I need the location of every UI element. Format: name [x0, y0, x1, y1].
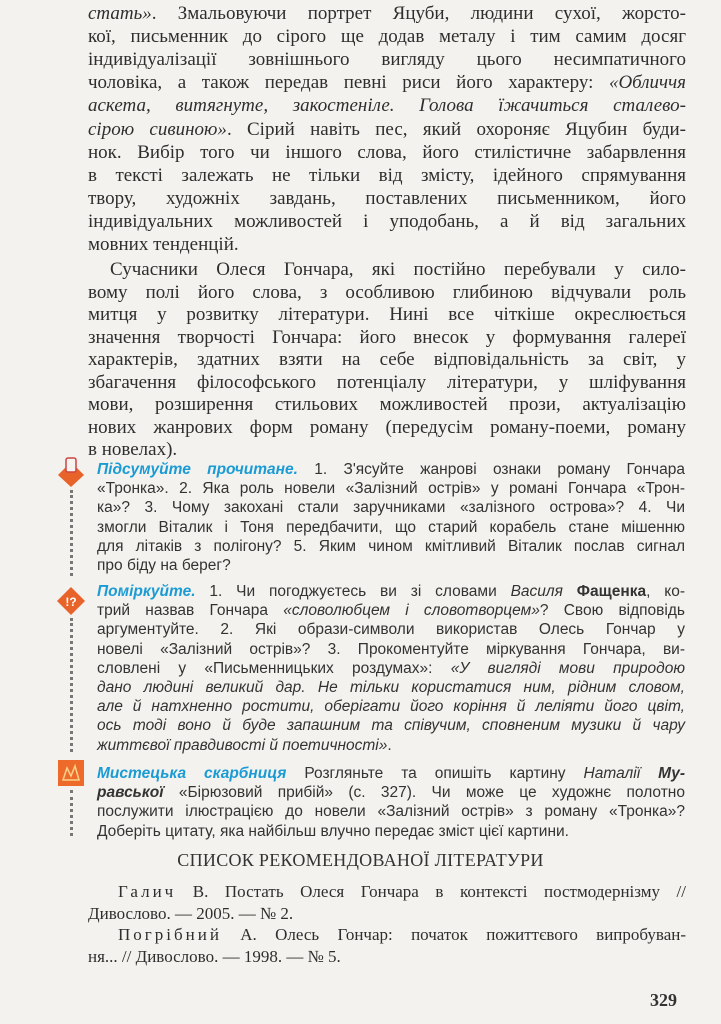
- text-line: [110, 258, 686, 282]
- text-line: [97, 734, 685, 758]
- text-segment: про біду на берег?: [97, 557, 231, 574]
- text-segment: кої, письменник до сірого ще додав металу і тим самим досяг: [88, 26, 686, 48]
- text-segment: Доберіть цитату, яка найбільш влучно передає зміст цієї картини.: [97, 822, 569, 840]
- text-segment: індивідуальних можливостей і уподобань, а й від загальних: [88, 210, 686, 232]
- text-segment: митця у розвитку літератури. Нині все чіткіше окреслюється: [88, 304, 686, 325]
- text-line: [88, 326, 686, 350]
- text-segment: Му-: [658, 765, 685, 782]
- text-segment: аскета, витягнуте, закостеніле. Голова їжачиться сталево-: [88, 95, 686, 117]
- text-line: [88, 187, 686, 211]
- question-exclamation-icon: [56, 586, 86, 616]
- text-segment: . Змальовуючи портрет Яцуби, людини сухої, жорсто-: [151, 3, 686, 24]
- text-segment: , ко-: [646, 583, 685, 600]
- text-segment: «Тронка». 2. Яка роль новели «Залізний острів» у романі Гончара «Трон-: [97, 480, 685, 498]
- text-segment: нок. Вибір того чи іншого слова, його стилістичне забарвлення: [88, 141, 686, 163]
- text-line: [88, 416, 686, 440]
- text-segment: для літаків з полігону? 5. Яким чином кмітливий Віталик послав сигнал: [97, 537, 685, 555]
- summary-diamond-icon: [56, 456, 86, 488]
- text-segment: життєвої правдивості й поетичності»: [97, 736, 388, 754]
- text-segment: послужити ілюстрацією до новели «Залізний острів» з роману «Тронка»?: [97, 803, 685, 821]
- text-segment: але й натхненно ростити, оберігати його коріння й леліяти його цвіт,: [97, 698, 685, 716]
- text-segment: «словолюбцем і словотворцем»: [283, 602, 540, 620]
- text-segment: «У вигляді мови природою: [450, 659, 685, 677]
- text-segment: В. Постать Олеся Гончара в контексті постмодернізму //: [176, 882, 686, 901]
- text-line: [88, 210, 686, 234]
- text-segment: новелі «Залізний острів»? 3. Прокоментуйте міркування Гончара, ви-: [97, 640, 685, 658]
- text-segment: в тексті залежать не тільки від змісту, ідейного спрямування: [88, 164, 686, 186]
- text-segment: характерів, здатних взяти на себе відповідальність за світ, у: [88, 349, 686, 370]
- text-segment: значення творчості Гончара: його внесок у формування галереї: [88, 326, 686, 348]
- text-segment: ня... // Дивослово. — 1998. — № 5.: [88, 946, 341, 966]
- text-segment: збагачення філософського потенціалу літератури, у шліфування: [88, 371, 686, 393]
- text-segment: Василя: [510, 583, 577, 600]
- text-segment: 1. Чи погоджуєтесь ви зі словами: [195, 583, 511, 600]
- text-line: [88, 164, 686, 188]
- text-line: [88, 2, 686, 26]
- text-line: [88, 118, 686, 142]
- text-segment: змогли Віталик і Тоня передбачити, що старий корабель стане мішенню: [97, 518, 685, 536]
- text-segment: стать»: [88, 3, 152, 24]
- text-line: [88, 233, 686, 257]
- text-segment: вому полі його слова, з особливою глибиною відчували роль: [88, 281, 686, 303]
- task2-dotted-rule: [70, 618, 73, 752]
- text-segment: ? Свою відповідь: [539, 602, 685, 620]
- text-segment: в новелах).: [88, 439, 178, 460]
- text-segment: «Бірюзовий прибій» (с. 327). Чи може це художнє полотно: [163, 784, 685, 802]
- text-segment: словлені у «Письменницьких роздумах»:: [97, 659, 451, 677]
- text-line: [97, 820, 685, 844]
- text-segment: ось тоді воно й буде запашним та співучим, сповненим музики й чару: [97, 717, 685, 735]
- bibliography-heading: СПИСОК РЕКОМЕНДОВАНОЇ ЛІТЕРАТУРИ: [177, 850, 544, 870]
- text-segment: А. Олесь Гончар: початок пожиттєвого випробуван-: [221, 925, 686, 944]
- art-treasury-icon: [58, 760, 84, 786]
- page-number: 329: [650, 990, 677, 1010]
- text-segment: Дивослово. — 2005. — № 2.: [88, 903, 294, 923]
- text-line: [88, 348, 686, 372]
- text-segment: Погрібний: [118, 925, 222, 944]
- text-segment: «Обличчя: [608, 72, 686, 94]
- text-segment: Галич: [118, 882, 177, 901]
- text-line: [88, 25, 686, 49]
- text-segment: трий назвав Гончара: [97, 602, 284, 620]
- text-segment: нових жанрових форм роману (передусім роману-поеми, роману: [88, 416, 686, 438]
- text-segment: Наталії: [583, 765, 659, 782]
- text-segment: мовних тенденцій.: [88, 234, 239, 255]
- task3-dotted-rule: [70, 790, 73, 836]
- text-line: [88, 48, 686, 72]
- text-segment: індивідуалізації зовнішнього вигляду цього несимпатичного: [88, 49, 686, 71]
- text-line: [88, 902, 686, 926]
- task1-dotted-rule: [70, 490, 73, 576]
- text-segment: Розгляньте та опишіть картину: [286, 765, 584, 782]
- text-segment: Сучасники Олеся Гончара, які постійно перебували у сило-: [110, 259, 686, 280]
- text-segment: Фащенка: [576, 583, 647, 600]
- text-segment: дано людині великий дар. Не тільки користатися ним, рідним словом,: [97, 679, 685, 696]
- text-line: [118, 880, 686, 904]
- text-line: [88, 371, 686, 395]
- text-line: [88, 281, 686, 305]
- text-segment: .: [387, 736, 392, 754]
- text-line: [88, 141, 686, 165]
- text-segment: твору, художніх завдань, поставлених письменником, його: [88, 187, 686, 209]
- text-segment: ка»? 3. Чому закохані стали заручниками «залізного острова»? 4. Чи: [97, 499, 685, 517]
- text-line: [88, 71, 686, 95]
- text-line: [97, 554, 685, 578]
- text-line: [118, 923, 686, 947]
- text-line: [88, 393, 686, 417]
- text-segment: 1. З'ясуйте жанрові ознаки роману Гончара: [297, 461, 685, 478]
- text-segment: мови, розширення стильових можливостей прози, актуалізацію: [88, 394, 686, 415]
- text-segment: . Сірий навіть пес, який охороняє Яцубин буди-: [226, 118, 686, 140]
- task-heading: Поміркуйте.: [97, 583, 196, 600]
- text-segment: чоловіка, а також передав певні риси його характеру:: [88, 72, 609, 94]
- text-segment: сірою сивиною»: [88, 118, 227, 140]
- text-segment: равської: [97, 784, 164, 802]
- text-line: [88, 945, 686, 969]
- svg-text:!?: !?: [65, 595, 77, 609]
- text-line: [88, 303, 686, 327]
- text-line: [88, 94, 686, 118]
- text-segment: аргументуйте. 2. Які образи-символи використав Олесь Гончар у: [97, 621, 685, 639]
- task-heading: Мистецька скарбниця: [97, 765, 287, 782]
- task-heading: Підсумуйте прочитане.: [97, 461, 298, 478]
